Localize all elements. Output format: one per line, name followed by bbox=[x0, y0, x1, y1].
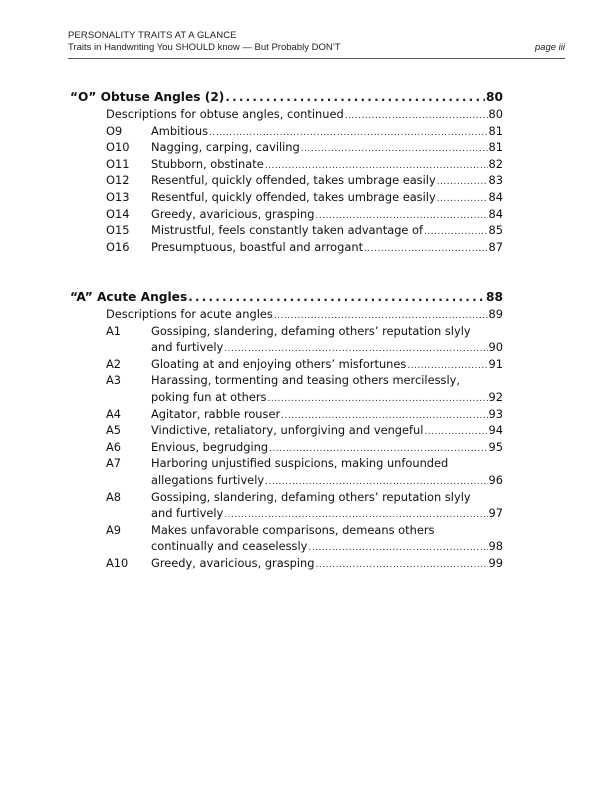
toc-entry[interactable] bbox=[70, 489, 503, 506]
toc-entry-text: Gossiping, slandering, defaming others’ reputation slyly bbox=[151, 323, 471, 338]
toc-entry[interactable] bbox=[70, 206, 503, 223]
toc-heading-title: “A” Acute Angles bbox=[70, 290, 188, 304]
toc-entry[interactable] bbox=[70, 189, 503, 206]
toc-entry-code: A7 bbox=[106, 456, 122, 471]
toc-entry-page: 90 bbox=[488, 340, 503, 355]
dot-leader bbox=[345, 108, 488, 125]
toc-entry-code: A4 bbox=[106, 406, 122, 421]
toc-entry-page: 81 bbox=[488, 140, 503, 155]
toc-entry-code: O12 bbox=[106, 173, 130, 188]
toc-description-text: Descriptions for acute angles bbox=[106, 307, 273, 321]
toc-entry-page: 91 bbox=[488, 356, 503, 371]
toc-entry-code: O14 bbox=[106, 206, 130, 221]
toc-entry-code: O16 bbox=[106, 239, 130, 254]
toc-entry-page: 83 bbox=[488, 173, 503, 188]
toc-entry-code: A8 bbox=[106, 489, 122, 504]
toc-entry-text: poking fun at others bbox=[151, 389, 267, 404]
toc-entry-text: Agitator, rabble rouser bbox=[151, 406, 281, 421]
toc-entry[interactable] bbox=[70, 472, 503, 489]
toc-heading-title: “O” Obtuse Angles (2) bbox=[70, 90, 225, 104]
toc-entry-text: Ambitious bbox=[151, 123, 209, 138]
toc-entry-page: 93 bbox=[488, 406, 503, 421]
toc-description-page: 80 bbox=[488, 107, 503, 121]
toc-entry[interactable] bbox=[70, 455, 503, 472]
toc-entry-text: Envious, begrudging bbox=[151, 439, 269, 454]
book-subtitle: Traits in Handwriting You SHOULD know — But Probably DON’T bbox=[68, 42, 341, 53]
toc-entry-text: Nagging, carping, caviling bbox=[151, 140, 300, 155]
toc-description-page: 89 bbox=[488, 307, 503, 321]
toc-heading-page: 80 bbox=[486, 90, 503, 104]
dot-leader bbox=[424, 424, 487, 441]
toc-description[interactable] bbox=[70, 106, 503, 123]
toc-entry-code: A5 bbox=[106, 423, 122, 438]
toc-entry-page: 92 bbox=[488, 389, 503, 404]
toc-entry-text: Resentful, quickly offended, takes umbrage easily bbox=[151, 173, 436, 188]
dot-leader bbox=[424, 224, 487, 241]
toc-entry-code: O11 bbox=[106, 156, 130, 171]
toc-entry-code: O9 bbox=[106, 123, 123, 138]
toc-entry[interactable] bbox=[70, 222, 503, 239]
toc-entry[interactable] bbox=[70, 505, 503, 522]
toc-entry[interactable] bbox=[70, 522, 503, 539]
toc-heading[interactable] bbox=[70, 88, 503, 106]
dot-leader bbox=[437, 191, 488, 208]
toc-entry[interactable] bbox=[70, 406, 503, 423]
toc-entry-text: Stubborn, obstinate bbox=[151, 156, 264, 171]
toc-entry-page: 97 bbox=[488, 506, 503, 521]
toc-entry[interactable] bbox=[70, 156, 503, 173]
toc-entry-page: 98 bbox=[488, 539, 503, 554]
toc-entry-text: allegations furtively bbox=[151, 472, 265, 487]
toc-entry[interactable] bbox=[70, 123, 503, 140]
toc-entry-page: 84 bbox=[488, 206, 503, 221]
toc-entry[interactable] bbox=[70, 139, 503, 156]
toc-entry-page: 94 bbox=[488, 423, 503, 438]
toc-entry[interactable] bbox=[70, 439, 503, 456]
toc-entry-code: A2 bbox=[106, 356, 122, 371]
toc-entry[interactable] bbox=[70, 555, 503, 572]
toc-entry[interactable] bbox=[70, 538, 503, 555]
toc-entry[interactable] bbox=[70, 339, 503, 356]
dot-leader bbox=[225, 88, 485, 106]
toc-entry[interactable] bbox=[70, 389, 503, 406]
dot-leader bbox=[267, 391, 487, 408]
header-rule bbox=[68, 58, 565, 59]
toc-entry-text: Resentful, quickly offended, takes umbrage easily bbox=[151, 189, 436, 204]
dot-leader bbox=[437, 174, 488, 191]
book-title: PERSONALITY TRAITS AT A GLANCE bbox=[68, 30, 237, 41]
toc-description-text: Descriptions for obtuse angles, continued bbox=[106, 107, 344, 121]
toc-entry[interactable] bbox=[70, 323, 503, 340]
dot-leader bbox=[316, 557, 488, 574]
dot-leader bbox=[308, 540, 487, 557]
toc-entry-page: 82 bbox=[488, 156, 503, 171]
toc-entry-code: A6 bbox=[106, 439, 122, 454]
toc-entry-text: and furtively bbox=[151, 340, 224, 355]
toc-entry-code: O15 bbox=[106, 223, 130, 238]
page-number: page iii bbox=[534, 42, 565, 53]
toc-entry-text: Makes unfavorable comparisons, demeans others bbox=[151, 522, 435, 537]
toc-entry-code: A3 bbox=[106, 373, 122, 388]
toc-description[interactable] bbox=[70, 306, 503, 323]
toc-entry-page: 81 bbox=[488, 123, 503, 138]
toc-entry-code: A1 bbox=[106, 323, 122, 338]
dot-leader bbox=[364, 241, 487, 258]
toc-heading-page: 88 bbox=[486, 290, 503, 304]
toc-section-acute-angles bbox=[70, 288, 503, 572]
toc-entry[interactable] bbox=[70, 422, 503, 439]
toc-entry-text: continually and ceaselessly bbox=[151, 539, 308, 554]
toc-entry[interactable] bbox=[70, 172, 503, 189]
toc-entry-text: Vindictive, retaliatory, unforgiving and vengeful bbox=[151, 423, 424, 438]
dot-leader bbox=[301, 141, 488, 158]
toc-entry[interactable] bbox=[70, 239, 503, 256]
toc-entry-text: Presumptuous, boastful and arrogant bbox=[151, 239, 364, 254]
toc-section-obtuse-angles bbox=[70, 88, 503, 255]
toc-entry-page: 84 bbox=[488, 189, 503, 204]
toc-entry-text: Greedy, avaricious, grasping bbox=[151, 555, 315, 570]
toc-entry-text: Harassing, tormenting and teasing others mercilessly, bbox=[151, 373, 460, 388]
toc-entry-code: A10 bbox=[106, 555, 129, 570]
toc-entry-code: A9 bbox=[106, 522, 122, 537]
toc-entry-text: Gloating at and enjoying others’ misfortunes bbox=[151, 356, 407, 371]
toc-entry-text: and furtively bbox=[151, 506, 224, 521]
toc-entry-page: 87 bbox=[488, 239, 503, 254]
toc-entry-page: 95 bbox=[488, 439, 503, 454]
toc-entry-text: Greedy, avaricious, grasping bbox=[151, 206, 315, 221]
toc-entry-page: 96 bbox=[488, 472, 503, 487]
toc-heading[interactable] bbox=[70, 288, 503, 306]
toc-entry-text: Gossiping, slandering, defaming others’ reputation slyly bbox=[151, 489, 471, 504]
toc-entry[interactable] bbox=[70, 372, 503, 389]
toc-entry-text: Harboring unjustified suspicions, making unfounded bbox=[151, 456, 449, 471]
toc-entry-code: O10 bbox=[106, 140, 130, 155]
dot-leader bbox=[188, 288, 485, 306]
toc-entry[interactable] bbox=[70, 356, 503, 373]
running-head bbox=[68, 30, 565, 54]
toc-entry-code: O13 bbox=[106, 189, 130, 204]
toc-entry-page: 85 bbox=[488, 223, 503, 238]
toc-entry-page: 99 bbox=[488, 555, 503, 570]
book-subtitle-row bbox=[68, 42, 565, 54]
toc-entry-text: Mistrustful, feels constantly taken advantage of bbox=[151, 223, 424, 238]
